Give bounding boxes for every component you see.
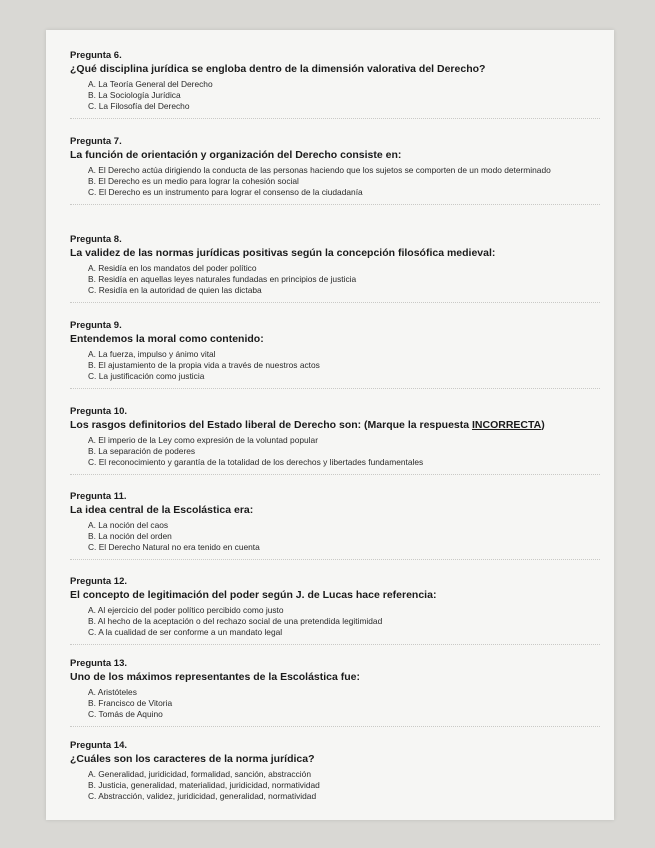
- question-number: Pregunta 11.: [70, 491, 127, 502]
- option-b: B. La noción del orden: [88, 531, 172, 541]
- option-list: [88, 605, 600, 638]
- option-c: C. La Filosofía del Derecho: [88, 101, 190, 111]
- option-list: [88, 435, 600, 468]
- exam-page: [46, 30, 614, 820]
- question-text: La validez de las normas jurídicas positivas según la concepción filosófica medieval:: [70, 247, 496, 259]
- option-list: [88, 349, 600, 382]
- question-number: Pregunta 8.: [70, 234, 122, 245]
- question-7: [70, 136, 600, 205]
- question-number: Pregunta 14.: [70, 740, 128, 751]
- option-b: B. El ajustamiento de la propia vida a través de nuestros actos: [88, 360, 320, 370]
- option-b: B. Al hecho de la aceptación o del rechazo social de una pretendida legitimidad: [88, 616, 383, 626]
- option-a: A. Aristóteles: [88, 687, 137, 697]
- question-text: Uno de los máximos representantes de la Escolástica fue:: [70, 671, 361, 683]
- option-a: A. La Teoría General del Derecho: [88, 79, 213, 89]
- question-6: [70, 50, 600, 119]
- option-c: C. El reconocimiento y garantía de la totalidad de los derechos y libertades fundamentales: [88, 457, 424, 467]
- option-c: C. Residía en la autoridad de quien las dictaba: [88, 285, 262, 295]
- option-b: B. El Derecho es un medio para lograr la cohesión social: [88, 176, 299, 186]
- option-c: C. El Derecho es un instrumento para lograr el consenso de la ciudadanía: [88, 187, 363, 197]
- question-number: Pregunta 10.: [70, 406, 128, 417]
- question-text-end: ): [541, 419, 545, 431]
- question-text: Entendemos la moral como contenido:: [70, 333, 264, 345]
- option-c: C. Tomás de Aquino: [88, 709, 163, 719]
- question-12: [70, 576, 600, 645]
- question-number: Pregunta 7.: [70, 136, 122, 147]
- option-c: C. El Derecho Natural no era tenido en cuenta: [88, 542, 260, 552]
- option-a: A. Residía en los mandatos del poder político: [88, 263, 257, 273]
- question-text: La función de orientación y organización del Derecho consiste en:: [70, 149, 402, 161]
- question-9: [70, 320, 600, 389]
- question-13: [70, 658, 600, 727]
- option-a: A. La noción del caos: [88, 520, 169, 530]
- option-list: [88, 687, 600, 720]
- option-b: B. La separación de poderes: [88, 446, 196, 456]
- question-text-emphasis: INCORRECTA: [472, 419, 542, 431]
- option-a: A. Generalidad, juridicidad, formalidad, sanción, abstracción: [88, 769, 311, 779]
- option-b: B. Francisco de Vitoria: [88, 698, 173, 708]
- option-b: B. Residía en aquellas leyes naturales fundadas en principios de justicia: [88, 274, 357, 284]
- option-list: [88, 520, 600, 553]
- option-c: C. Abstracción, validez, juridicidad, generalidad, normatividad: [88, 791, 317, 801]
- option-b: B. La Sociología Jurídica: [88, 90, 181, 100]
- question-11: [70, 491, 600, 560]
- question-text: ¿Qué disciplina jurídica se engloba dentro de la dimensión valorativa del Derecho?: [70, 63, 486, 75]
- question-number: Pregunta 9.: [70, 320, 122, 331]
- option-list: [88, 79, 600, 112]
- question-number: Pregunta 13.: [70, 658, 128, 669]
- question-text: La idea central de la Escolástica era:: [70, 504, 254, 516]
- option-a: A. La fuerza, impulso y ánimo vital: [88, 349, 216, 359]
- question-8: [70, 234, 600, 303]
- option-a: A. El Derecho actúa dirigiendo la conducta de las personas haciendo que los sujetos se comporten de un modo determinado: [88, 165, 551, 175]
- question-14: [70, 740, 600, 808]
- option-list: [88, 769, 600, 802]
- question-number: Pregunta 12.: [70, 576, 128, 587]
- question-text: ¿Cuáles son los caracteres de la norma jurídica?: [70, 753, 315, 765]
- option-a: A. Al ejercicio del poder político percibido como justo: [88, 605, 284, 615]
- question-10: [70, 406, 600, 475]
- question-text: El concepto de legitimación del poder según J. de Lucas hace referencia:: [70, 589, 437, 601]
- question-number: Pregunta 6.: [70, 50, 122, 61]
- question-text-main: Los rasgos definitorios del Estado liberal de Derecho son: (Marque la respuesta: [70, 419, 473, 431]
- option-list: [88, 263, 600, 296]
- question-text: [70, 418, 600, 432]
- option-list: [88, 165, 600, 198]
- option-a: A. El imperio de la Ley como expresión de la voluntad popular: [88, 435, 318, 445]
- option-c: C. A la cualidad de ser conforme a un mandato legal: [88, 627, 283, 637]
- option-c: C. La justificación como justicia: [88, 371, 205, 381]
- option-b: B. Justicia, generalidad, materialidad, juridicidad, normatividad: [88, 780, 320, 790]
